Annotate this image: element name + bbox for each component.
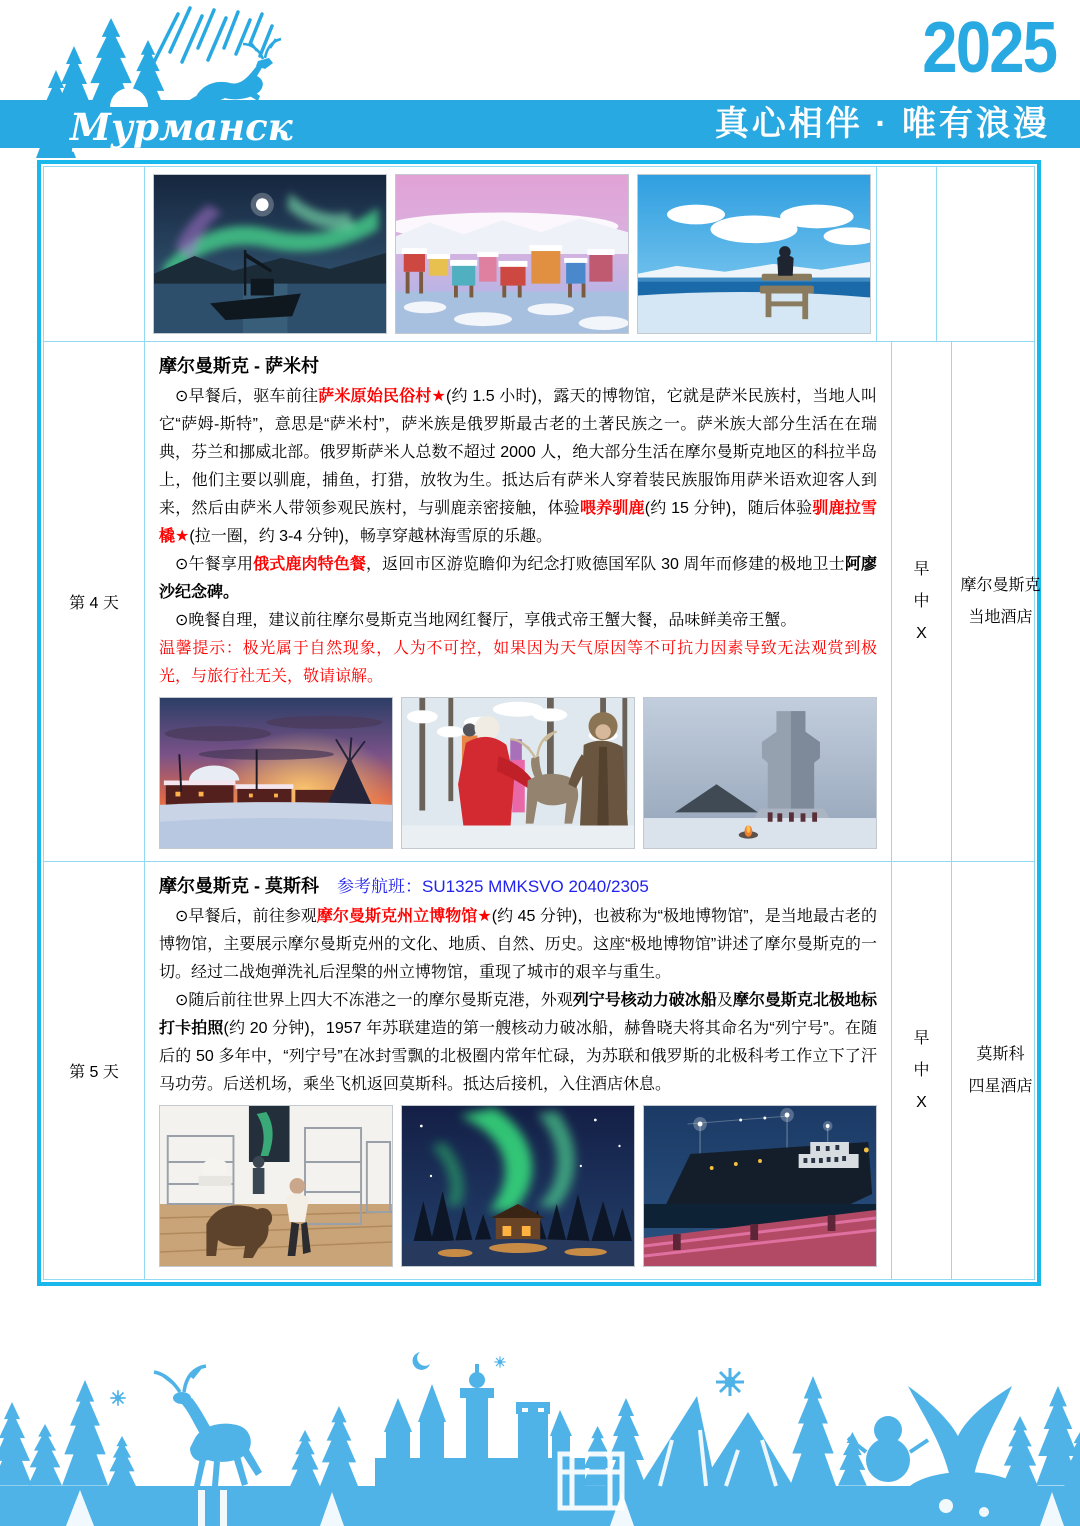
- day-5-paragraph: ⊙随后前往世界上四大不冻港之一的摩尔曼斯克港，外观列宁号核动力破冰船及摩尔曼斯克北极地标打卡拍照(约 20 分钟)，1957 年苏联建造的第一艘核动力破冰船，赫鲁晓夫将其命名为“列宁号”。在随后的 50 多年中，“列宁号”在冰封雪飘的北极圈内常年忙碌，为苏联和俄罗斯的北极科考工作立下了汗马功劳。后送机场，乘坐飞机返回莫斯科。抵达后接机，入住酒店休息。: [159, 992, 877, 1093]
- day-5-label: [44, 862, 144, 1279]
- photo-aurora-over-cabin: [401, 1105, 635, 1267]
- itinerary-table: [37, 160, 1041, 1286]
- logo-script-text: Мурманск: [70, 105, 293, 149]
- day-5-photo-strip: [159, 1105, 877, 1267]
- day-4-row: [44, 341, 1041, 861]
- day-cell-empty: [44, 167, 144, 341]
- photo-teriberka-colorful-village: [395, 174, 629, 334]
- day-5-flight-info: 参考航班：SU1325 MMKSVO 2040/2305: [337, 877, 649, 896]
- day-4-paragraph: ⊙晚餐自理，建议前往摩尔曼斯克当地网红餐厅，享俄式帝王蟹大餐，品味鲜美帝王蟹。: [175, 612, 797, 629]
- photo-alyosha-monument: [643, 697, 877, 849]
- hotel-line: 摩尔曼斯克: [960, 576, 1041, 594]
- meal-dinner: X: [916, 1093, 927, 1111]
- meal-breakfast: 早: [913, 560, 930, 578]
- meal-dinner: X: [916, 624, 927, 642]
- day-5-row: [44, 861, 1034, 1279]
- meal-lunch: 中: [913, 592, 930, 610]
- meal-cell-empty: [876, 167, 936, 341]
- aurora-streaks-icon: [150, 8, 272, 70]
- day-label-text: 第 5 天: [69, 1064, 119, 1081]
- photo-seaside-bench-viewpoint: [637, 174, 871, 334]
- day-5-paragraph: ⊙早餐后，前往参观摩尔曼斯克州立博物馆★(约 45 分钟)，也被称为“极地博物馆”，是当地最古老的博物馆，主要展示摩尔曼斯克州的文化、地质、自然、历史。这座“极地博物馆”讲述了摩尔曼斯克的一切。经过二战炮弹洗礼后涅槃的州立博物馆，重现了城市的艰辛与重生。: [159, 908, 877, 981]
- photo-sami-village-sunset: [159, 697, 393, 849]
- day-4-paragraph: ⊙早餐后，驱车前往萨米原始民俗村★(约 1.5 小时)，露天的博物馆，它就是萨米民族村，当地人叫它“萨姆-斯特”，意思是“萨米村”，萨米族是俄罗斯最古老的土著民族之一。萨米族大部分生活在在瑞典，芬兰和挪威北部。俄罗斯萨米人总数不超过 2000 人，绝大部分生活在摩尔曼斯克地区的科拉半岛上，他们主要以驯鹿，捕鱼，打猎，放牧为生。抵达后有萨米人穿着装民族服饰用萨米语欢迎客人到来，然后由萨米人带领参观民族村，与驯鹿亲密接触，体验喂养驯鹿(约 15 分钟)，随后体验驯鹿拉雪橇★(拉一圈，约 3-4 分钟)，畅享穿越林海雪原的乐趣。: [159, 388, 877, 545]
- day-5-title: 摩尔曼斯克 - 莫斯科: [159, 876, 319, 896]
- photo-aurora-over-shipwreck: [153, 174, 387, 334]
- photo-feeding-reindeer: [401, 697, 635, 849]
- hotel-line: 当地酒店: [968, 608, 1033, 626]
- hotel-line: 莫斯科: [976, 1045, 1025, 1063]
- photo-regional-museum-interior: [159, 1105, 393, 1267]
- day-4-title: 摩尔曼斯克 - 萨米村: [159, 356, 319, 376]
- logo-swash-icon: [72, 150, 185, 156]
- hotel-line: 四星酒店: [968, 1077, 1033, 1095]
- slogan-text: 真心相伴 · 唯有浪漫: [714, 105, 1050, 143]
- day-5-hotel: [951, 862, 1049, 1279]
- top-photo-strip: [153, 174, 874, 334]
- day-4-hotel: [951, 342, 1049, 861]
- day-label-text: 第 4 天: [69, 595, 119, 612]
- day-5-meals: [891, 862, 951, 1279]
- meal-breakfast: 早: [913, 1029, 930, 1047]
- day-4-paragraph: ⊙午餐享用俄式鹿肉特色餐，返回市区游览瞻仰为纪念打败德国军队 30 周年而修建的极地卫士阿廖沙纪念碑。: [159, 556, 877, 601]
- day-4-photo-strip: [159, 697, 877, 849]
- photo-row: [44, 167, 1034, 341]
- hotel-cell-empty: [936, 167, 1034, 341]
- top-photo-strip-cell: [144, 167, 876, 341]
- murmansk-logo: [30, 4, 310, 160]
- day-4-meals: [891, 342, 951, 861]
- winter-silhouette-footer: [0, 1340, 1080, 1526]
- meal-lunch: 中: [913, 1061, 930, 1079]
- day-4-label: [44, 342, 144, 861]
- photo-lenin-icebreaker: [643, 1105, 877, 1267]
- day-4-notice: 温馨提示：极光属于自然现象，人为不可控，如果因为天气原因等不可抗力因素导致无法观赏到极光，与旅行社无关，敬请谅解。: [159, 640, 877, 685]
- page-header: [0, 0, 1080, 160]
- day-4-content: [144, 342, 891, 861]
- day-5-content: [144, 862, 891, 1279]
- year-label: 2025: [922, 8, 1056, 88]
